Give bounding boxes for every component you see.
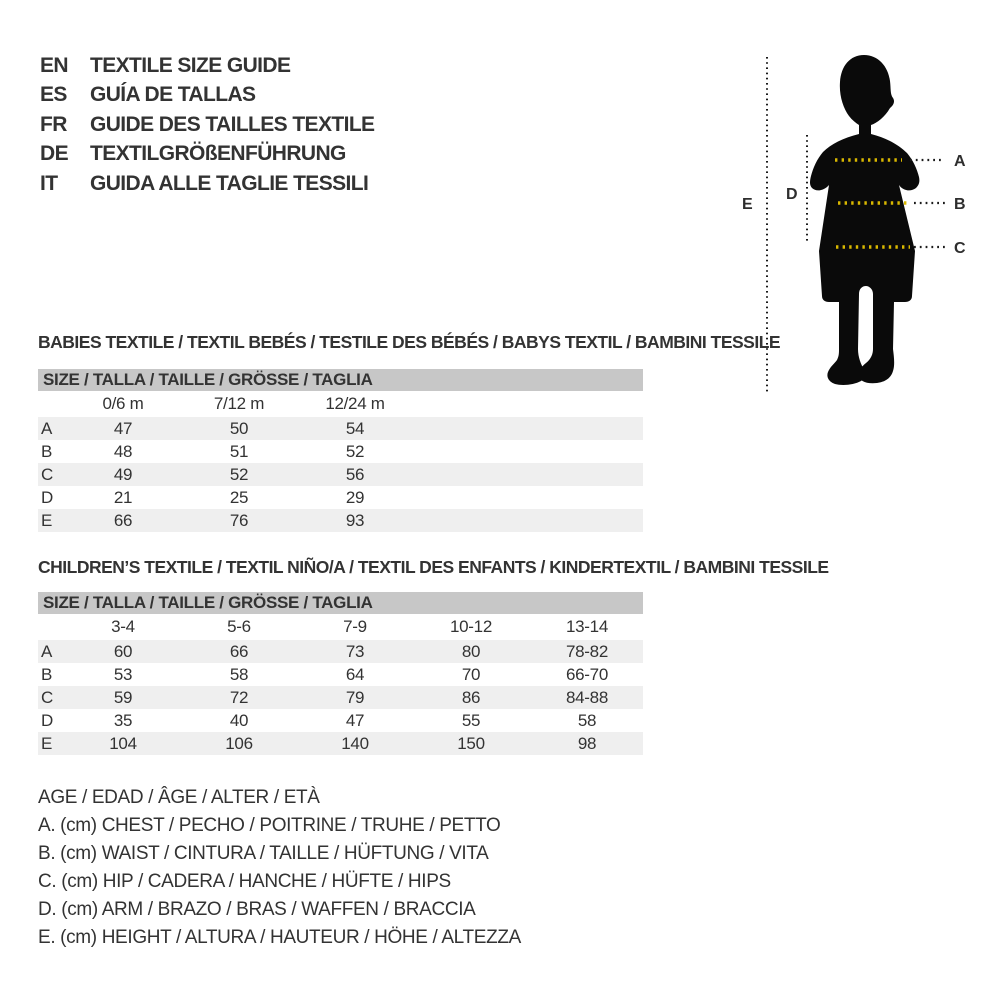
row-label: C: [41, 687, 53, 707]
cell: 66-70: [566, 664, 608, 684]
cell: 106: [225, 733, 253, 753]
cell: 47: [345, 710, 365, 730]
marker-b-label: B: [954, 196, 966, 213]
cell: 70: [461, 664, 481, 684]
language-row: [40, 110, 374, 139]
column-header-row: [38, 391, 643, 417]
cell: 52: [345, 441, 365, 461]
measurement-legend: [38, 784, 521, 951]
cell: 78-82: [566, 641, 608, 661]
table-row: [38, 663, 643, 686]
language-code: ES: [40, 83, 67, 107]
babies-size-table: [38, 369, 643, 532]
cell: 50: [229, 418, 249, 438]
size-header-bar: SIZE / TALLA / TAILLE / GRÖSSE / TAGLIA: [38, 592, 643, 614]
row-label: D: [41, 487, 53, 507]
row-label: B: [41, 664, 53, 684]
column-header: 3-4: [111, 617, 135, 636]
legend-line-arm: D. (cm) ARM / BRAZO / BRAS / WAFFEN / BRACCIA: [38, 898, 476, 920]
row-label: E: [41, 510, 53, 530]
cell: 104: [109, 733, 137, 753]
cell: 140: [341, 733, 369, 753]
cell: 58: [577, 710, 597, 730]
cell: 29: [345, 487, 365, 507]
language-row: [40, 139, 374, 168]
cell: 53: [113, 664, 133, 684]
column-header: 10-12: [450, 617, 492, 636]
guide-title: TEXTILE SIZE GUIDE: [90, 54, 291, 77]
row-label: B: [41, 441, 53, 461]
column-header: 13-14: [566, 617, 608, 636]
cell: 72: [229, 687, 249, 707]
legend-line-waist: B. (cm) WAIST / CINTURA / TAILLE / HÜFTUNG / VITA: [38, 842, 489, 864]
cell: 64: [345, 664, 365, 684]
marker-e-label: E: [742, 196, 753, 213]
cell: 80: [461, 641, 481, 661]
cell: 52: [229, 464, 249, 484]
column-header-row: [38, 614, 643, 640]
table-row: [38, 709, 643, 732]
table-row: [38, 463, 643, 486]
child-silhouette-icon: [810, 55, 919, 385]
cell: 59: [113, 687, 133, 707]
language-row: [40, 51, 374, 80]
table-row: [38, 640, 643, 663]
row-label: C: [41, 464, 53, 484]
cell: 21: [113, 487, 133, 507]
cell: 47: [113, 418, 133, 438]
babies-section-title: BABIES TEXTILE / TEXTIL BEBÉS / TESTILE DES BÉBÉS / BABYS TEXTIL / BAMBINI TESSILE: [38, 332, 781, 352]
table-row: [38, 686, 643, 709]
table-row: [38, 732, 643, 755]
column-header: 7-9: [343, 617, 367, 636]
language-code: DE: [40, 142, 68, 166]
cell: 49: [113, 464, 133, 484]
legend-line-height: E. (cm) HEIGHT / ALTURA / HAUTEUR / HÖHE / ALTEZZA: [38, 926, 521, 948]
cell: 84-88: [566, 687, 608, 707]
cell: 51: [229, 441, 249, 461]
language-title-list: [40, 51, 374, 198]
cell: 98: [577, 733, 597, 753]
guide-title: TEXTILGRÖßENFÜHRUNG: [90, 142, 346, 166]
guide-title: GUIDE DES TAILLES TEXTILE: [90, 112, 375, 136]
legend-line-hip: C. (cm) HIP / CADERA / HANCHE / HÜFTE / HIPS: [38, 870, 451, 892]
size-header-bar: SIZE / TALLA / TAILLE / GRÖSSE / TAGLIA: [38, 369, 643, 391]
column-header: 7/12 m: [213, 394, 265, 413]
table-row: [38, 509, 643, 532]
cell: 40: [229, 710, 249, 730]
cell: 93: [345, 510, 365, 530]
children-size-table: [38, 592, 643, 755]
language-code: IT: [40, 171, 58, 195]
cell: 60: [113, 641, 133, 661]
column-header: 5-6: [227, 617, 251, 636]
row-label: D: [41, 710, 53, 730]
guide-title: GUIDA ALLE TAGLIE TESSILI: [90, 171, 369, 195]
table-row: [38, 417, 643, 440]
legend-line-age: AGE / EDAD / ÂGE / ALTER / ETÀ: [38, 787, 320, 808]
row-label: A: [41, 418, 53, 438]
column-header: 0/6 m: [102, 394, 144, 413]
children-section-title: CHILDREN’S TEXTILE / TEXTIL NIÑO/A / TEXTIL DES ENFANTS / KINDERTEXTIL / BAMBINI TESSILE: [38, 557, 829, 577]
cell: 150: [457, 733, 485, 753]
table-row: [38, 440, 643, 463]
cell: 76: [229, 510, 249, 530]
cell: 73: [345, 641, 365, 661]
column-header: 12/24 m: [325, 394, 385, 413]
legend-line-chest: A. (cm) CHEST / PECHO / POITRINE / TRUHE / PETTO: [38, 814, 501, 836]
marker-c-label: C: [954, 240, 966, 257]
guide-title: GUÍA DE TALLAS: [90, 83, 256, 107]
cell: 58: [229, 664, 249, 684]
language-row: [40, 80, 374, 109]
row-label: A: [41, 641, 53, 661]
marker-d-label: D: [786, 186, 798, 203]
cell: 66: [229, 641, 249, 661]
language-row: [40, 169, 374, 198]
marker-a-label: A: [954, 153, 966, 170]
cell: 79: [345, 687, 365, 707]
table-row: [38, 486, 643, 509]
cell: 25: [229, 487, 249, 507]
cell: 56: [345, 464, 365, 484]
cell: 55: [461, 710, 481, 730]
row-label: E: [41, 733, 53, 753]
cell: 54: [345, 418, 365, 438]
language-code: EN: [40, 54, 68, 77]
cell: 66: [113, 510, 133, 530]
cell: 48: [113, 441, 133, 461]
cell: 35: [113, 710, 133, 730]
language-code: FR: [40, 112, 67, 136]
cell: 86: [461, 687, 481, 707]
